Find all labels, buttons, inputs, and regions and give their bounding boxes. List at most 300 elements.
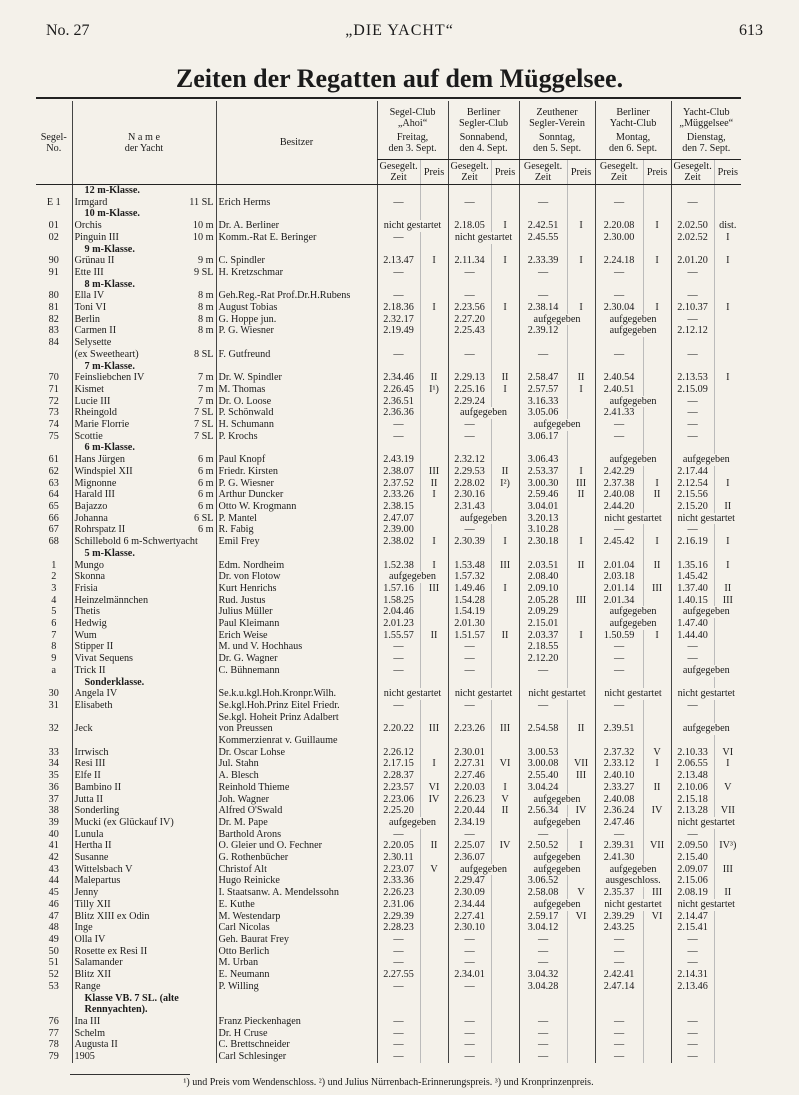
result-time: 3.06.43 xyxy=(519,454,567,466)
table-row xyxy=(36,981,741,993)
result-prize xyxy=(714,337,741,349)
result-time: — xyxy=(519,1028,567,1040)
result-time: — xyxy=(595,431,643,443)
result-prize xyxy=(643,384,671,396)
time xyxy=(377,548,420,560)
result-prize xyxy=(567,875,595,887)
result-prize xyxy=(491,735,519,747)
result-prize xyxy=(491,431,519,443)
result-time: — xyxy=(377,1051,420,1063)
result-span: nicht gestartet xyxy=(448,232,519,244)
result-prize: I xyxy=(491,384,519,396)
result-prize: II xyxy=(420,630,448,642)
segel-no: 2 xyxy=(51,571,57,583)
result-time: — xyxy=(671,829,714,841)
owner: Erich Herms xyxy=(216,197,377,209)
result-time: — xyxy=(671,314,714,326)
yacht-size: 7 m xyxy=(197,372,214,384)
yacht-size xyxy=(167,571,216,583)
result-prize: II xyxy=(491,805,519,817)
result-prize xyxy=(714,267,741,279)
time xyxy=(448,442,491,454)
yacht-size xyxy=(167,911,216,923)
result-time: 2.09.07 xyxy=(671,864,714,876)
result-prize xyxy=(491,641,519,653)
result-prize xyxy=(567,606,595,618)
result-time: 2.15.41 xyxy=(671,922,714,934)
result-prize xyxy=(714,1051,741,1063)
yacht-size: 8 m xyxy=(197,302,214,314)
result-prize xyxy=(643,571,671,583)
table-row xyxy=(36,606,741,618)
result-prize xyxy=(420,197,448,209)
result-time: — xyxy=(448,349,491,361)
owner: Joh. Wagner xyxy=(216,794,377,806)
result-prize xyxy=(643,957,671,969)
result-time: — xyxy=(595,653,643,665)
table-header xyxy=(36,101,741,185)
segel-no: 67 xyxy=(48,524,59,536)
owner xyxy=(216,208,377,220)
result-time: 2.36.07 xyxy=(448,852,491,864)
table-row xyxy=(36,735,741,747)
result-span: aufgegeben xyxy=(595,314,671,326)
result-time: 3.00.53 xyxy=(519,747,567,759)
yacht-size xyxy=(167,747,216,759)
result-time: 2.58.08 xyxy=(519,887,567,899)
segel-no: 6 xyxy=(51,618,57,630)
result-time: 2.34.44 xyxy=(448,899,491,911)
result-time: 2.09.50 xyxy=(671,840,714,852)
result-time: 2.59.46 xyxy=(519,489,567,501)
result-prize xyxy=(714,735,741,747)
result-time: 2.32.12 xyxy=(448,454,491,466)
owner: P. Krochs xyxy=(216,431,377,443)
result-time: 1.35.16 xyxy=(671,560,714,572)
yacht-name: Harald III xyxy=(72,489,167,501)
result-time: — xyxy=(448,829,491,841)
prize xyxy=(714,548,741,560)
yacht-size xyxy=(167,840,216,852)
result-time: 2.16.19 xyxy=(671,536,714,548)
header-time: Gesegelt. Zeit xyxy=(595,160,643,185)
segel-no: 82 xyxy=(48,313,59,325)
result-prize: dist. xyxy=(714,220,741,232)
time xyxy=(519,185,567,197)
segel-no: 53 xyxy=(48,980,59,992)
yacht-size xyxy=(167,712,216,724)
time xyxy=(671,208,714,220)
result-prize xyxy=(420,1016,448,1028)
result-time: 2.39.12 xyxy=(519,325,567,337)
table-row xyxy=(36,583,741,595)
result-time: 3.04.24 xyxy=(519,782,567,794)
result-prize xyxy=(714,641,741,653)
yacht-size xyxy=(167,735,216,747)
result-time: 1.49.46 xyxy=(448,583,491,595)
result-prize xyxy=(567,454,595,466)
result-prize xyxy=(643,770,671,782)
footnote: ¹) und Preis vom Wendenschloss. ²) und Julius Nürrenbach-Erinnerungspreis. ³) und Kronprinzenpreis. xyxy=(183,1077,594,1088)
result-time: 1.54.19 xyxy=(448,606,491,618)
class-heading: 10 m-Klasse. xyxy=(72,208,216,220)
result-prize xyxy=(491,899,519,911)
result-prize xyxy=(567,267,595,279)
yacht-name: Orchis xyxy=(72,220,167,232)
result-prize: V xyxy=(643,747,671,759)
result-time: 2.33.36 xyxy=(377,875,420,887)
result-time: — xyxy=(595,946,643,958)
result-prize xyxy=(420,267,448,279)
result-prize: V xyxy=(714,782,741,794)
class-heading-row xyxy=(36,279,741,291)
owner: C. Brettschneider xyxy=(216,1039,377,1051)
result-prize xyxy=(420,407,448,419)
owner: Dr. M. Pape xyxy=(216,817,377,829)
table-row xyxy=(36,267,741,279)
segel-no: 40 xyxy=(48,828,59,840)
yacht-name: Schelm xyxy=(72,1028,167,1040)
result-time: 2.33.39 xyxy=(519,255,567,267)
result-time: 2.30.01 xyxy=(448,747,491,759)
class-heading-row xyxy=(36,361,741,373)
result-time: — xyxy=(671,349,714,361)
owner: Hugo Reinicke xyxy=(216,875,377,887)
result-prize: VI xyxy=(714,747,741,759)
result-prize: II xyxy=(567,723,595,735)
segel-no xyxy=(36,735,72,747)
owner: Geh.Reg.-Rat Prof.Dr.H.Rubens xyxy=(216,290,377,302)
result-prize xyxy=(491,1016,519,1028)
time xyxy=(671,185,714,197)
result-time: 2.41.33 xyxy=(595,407,643,419)
yacht-size xyxy=(167,653,216,665)
result-prize xyxy=(420,606,448,618)
result-time: 2.39.51 xyxy=(595,723,643,735)
yacht-size: 8 m xyxy=(197,313,214,325)
time xyxy=(448,208,491,220)
prize xyxy=(420,677,448,689)
time xyxy=(671,442,714,454)
table-row xyxy=(36,700,741,712)
result-time: — xyxy=(448,981,491,993)
owner: Christof Alt xyxy=(216,864,377,876)
result-prize xyxy=(491,1028,519,1040)
result-time: 2.47.14 xyxy=(595,981,643,993)
prize xyxy=(491,244,519,256)
result-time: 2.10.06 xyxy=(671,782,714,794)
owner: Emil Frey xyxy=(216,536,377,548)
result-prize: I xyxy=(714,232,741,244)
header-club-4 xyxy=(671,101,741,160)
result-prize: IV³) xyxy=(714,840,741,852)
prize xyxy=(714,1004,741,1016)
result-prize xyxy=(567,922,595,934)
result-time: — xyxy=(519,957,567,969)
result-prize xyxy=(714,911,741,923)
result-time: — xyxy=(377,1016,420,1028)
result-time: — xyxy=(519,665,567,677)
table-row xyxy=(36,969,741,981)
time xyxy=(519,548,567,560)
time xyxy=(595,244,643,256)
yacht-name: Thetis xyxy=(72,606,167,618)
time xyxy=(377,244,420,256)
table-row xyxy=(36,466,741,478)
result-span: aufgegeben xyxy=(595,325,671,337)
result-prize xyxy=(567,571,595,583)
table-row xyxy=(36,899,741,911)
result-time: — xyxy=(519,1039,567,1051)
result-time: — xyxy=(519,700,567,712)
result-time: 2.01.14 xyxy=(595,583,643,595)
segel-no: 8 xyxy=(51,641,57,653)
segel-no: 7 xyxy=(51,629,57,641)
result-prize: VI xyxy=(420,782,448,794)
result-prize: I xyxy=(643,255,671,267)
segel-no: 41 xyxy=(48,840,59,852)
owner xyxy=(216,677,377,689)
result-prize xyxy=(491,267,519,279)
result-prize xyxy=(714,829,741,841)
result-prize: I xyxy=(567,466,595,478)
result-prize: I xyxy=(714,255,741,267)
owner: Dr. G. Wagner xyxy=(216,653,377,665)
result-time: 2.01.20 xyxy=(671,255,714,267)
result-time: — xyxy=(671,267,714,279)
owner: August Tobias xyxy=(216,302,377,314)
result-time: — xyxy=(671,946,714,958)
result-time: — xyxy=(671,1051,714,1063)
result-time: 2.41.30 xyxy=(595,852,643,864)
result-time: 2.03.37 xyxy=(519,630,567,642)
result-prize xyxy=(420,911,448,923)
result-time: 2.14.47 xyxy=(671,911,714,923)
segel-no: 74 xyxy=(48,419,59,431)
result-prize xyxy=(491,817,519,829)
result-prize: I xyxy=(491,255,519,267)
result-time: 2.30.09 xyxy=(448,887,491,899)
owner: I. Staatsanw. A. Mendelssohn xyxy=(216,887,377,899)
yacht-size xyxy=(167,618,216,630)
prize xyxy=(491,993,519,1005)
result-time: 2.10.33 xyxy=(671,747,714,759)
time xyxy=(377,677,420,689)
time xyxy=(671,1004,714,1016)
yacht-name xyxy=(72,712,167,724)
result-time: 2.01.04 xyxy=(595,560,643,572)
result-time: 2.33.26 xyxy=(377,489,420,501)
result-prize xyxy=(491,571,519,583)
segel-no: 4 xyxy=(51,594,57,606)
result-prize xyxy=(643,641,671,653)
yacht-name: Mucki (ex Glückauf IV) xyxy=(72,817,167,829)
result-time: — xyxy=(595,957,643,969)
owner: Carl Schlesinger xyxy=(216,1051,377,1063)
result-time: — xyxy=(377,1039,420,1051)
time xyxy=(519,1004,567,1016)
result-prize xyxy=(420,747,448,759)
result-prize xyxy=(420,934,448,946)
segel-no: 02 xyxy=(48,231,59,243)
time xyxy=(448,244,491,256)
result-time: 1.51.57 xyxy=(448,630,491,642)
page-number: 613 xyxy=(739,22,763,39)
result-prize xyxy=(491,290,519,302)
result-time: 2.29.53 xyxy=(448,466,491,478)
table-row xyxy=(36,934,741,946)
yacht-name: Skonna xyxy=(72,571,167,583)
yacht-name: Augusta II xyxy=(72,1039,167,1051)
result-prize xyxy=(567,641,595,653)
result-time: 1.50.59 xyxy=(595,630,643,642)
result-time: — xyxy=(595,641,643,653)
race-day: Sonnabend, den 4. Sept. xyxy=(459,131,508,154)
owner: P. G. Wiesner xyxy=(216,325,377,337)
result-prize: III xyxy=(714,864,741,876)
result-time: 2.11.34 xyxy=(448,255,491,267)
table-row xyxy=(36,747,741,759)
result-prize: I xyxy=(643,478,671,490)
result-prize xyxy=(714,981,741,993)
result-time: 2.55.40 xyxy=(519,770,567,782)
segel-no: 76 xyxy=(48,1015,59,1027)
yacht-name: Mignonne xyxy=(72,478,167,490)
yacht-name: Elisabeth xyxy=(72,700,167,712)
yacht-size: 7 SL xyxy=(193,430,214,442)
owner xyxy=(216,442,377,454)
result-time: 2.59.17 xyxy=(519,911,567,923)
result-time: 1.47.40 xyxy=(671,618,714,630)
segel-no: 72 xyxy=(48,395,59,407)
table-row xyxy=(36,653,741,665)
table-row xyxy=(36,513,741,525)
owner: E. Neumann xyxy=(216,969,377,981)
segel-no: 81 xyxy=(48,302,59,314)
yacht-size xyxy=(167,969,216,981)
issue-number: No. 27 xyxy=(46,22,90,39)
table-row xyxy=(36,887,741,899)
result-time: — xyxy=(377,641,420,653)
result-time: — xyxy=(671,396,714,408)
result-span: nicht gestartet xyxy=(595,899,671,911)
time xyxy=(519,677,567,689)
result-time: 2.09.29 xyxy=(519,606,567,618)
result-prize: II xyxy=(567,372,595,384)
segel-no: 01 xyxy=(48,220,59,232)
time xyxy=(448,361,491,373)
yacht-name: Lucie III xyxy=(72,396,167,408)
result-prize xyxy=(567,501,595,513)
prize xyxy=(567,279,595,291)
table-row xyxy=(36,770,741,782)
prize xyxy=(491,1004,519,1016)
result-time: 2.18.05 xyxy=(448,220,491,232)
segel-no: 77 xyxy=(48,1027,59,1039)
time xyxy=(671,361,714,373)
result-prize: I xyxy=(567,220,595,232)
result-span: aufgegeben xyxy=(595,864,671,876)
owner: Se.kgl.Hoh.Prinz Eitel Friedr. xyxy=(216,700,377,712)
result-time: 1.52.38 xyxy=(377,560,420,572)
footnote-rule xyxy=(70,1074,190,1075)
segel-no: 39 xyxy=(48,816,59,828)
time xyxy=(671,993,714,1005)
yacht-size: 8 m xyxy=(197,290,214,302)
prize xyxy=(643,244,671,256)
yacht-name: Stipper II xyxy=(72,641,167,653)
result-prize xyxy=(714,431,741,443)
owner: Erich Weise xyxy=(216,630,377,642)
yacht-size xyxy=(167,981,216,993)
result-time: 1.37.40 xyxy=(671,583,714,595)
result-time: 2.26.23 xyxy=(448,794,491,806)
segel-no: 52 xyxy=(48,969,59,981)
result-prize xyxy=(420,337,448,349)
result-time: — xyxy=(671,431,714,443)
yacht-size xyxy=(167,864,216,876)
yacht-name: Bajazzo xyxy=(72,501,167,513)
prize xyxy=(491,208,519,220)
result-prize xyxy=(491,396,519,408)
result-time: — xyxy=(595,665,643,677)
yacht-size: 8 SL xyxy=(193,348,214,360)
result-prize xyxy=(420,419,448,431)
result-prize: II xyxy=(420,478,448,490)
result-time: 3.00.08 xyxy=(519,758,567,770)
result-time: 2.38.15 xyxy=(377,501,420,513)
result-prize xyxy=(420,1051,448,1063)
result-time: 1.54.28 xyxy=(448,595,491,607)
club-name: Zeuthener Segler-Verein xyxy=(529,106,585,129)
result-prize: II xyxy=(491,466,519,478)
result-prize: III xyxy=(714,595,741,607)
prize xyxy=(643,361,671,373)
prize xyxy=(420,548,448,560)
prize xyxy=(567,677,595,689)
result-prize xyxy=(567,396,595,408)
yacht-size xyxy=(167,700,216,712)
yacht-size xyxy=(167,665,216,677)
class-heading-row xyxy=(36,677,741,689)
result-prize xyxy=(420,969,448,981)
result-prize xyxy=(643,466,671,478)
result-time: — xyxy=(377,197,420,209)
result-prize: I xyxy=(567,384,595,396)
result-time: 2.02.52 xyxy=(671,232,714,244)
result-prize xyxy=(567,957,595,969)
segel-no: 71 xyxy=(48,383,59,395)
result-time: — xyxy=(448,290,491,302)
class-heading: Sonderklasse. xyxy=(72,677,216,689)
result-prize xyxy=(643,1051,671,1063)
result-time: 2.06.55 xyxy=(671,758,714,770)
result-time: 2.56.34 xyxy=(519,805,567,817)
segel-no: 44 xyxy=(48,875,59,887)
prize xyxy=(420,244,448,256)
result-time: 2.36.51 xyxy=(377,396,420,408)
table-row xyxy=(36,489,741,501)
prize xyxy=(567,244,595,256)
result-time: 2.09.10 xyxy=(519,583,567,595)
header-owner: Besitzer xyxy=(216,101,377,185)
table-row xyxy=(36,782,741,794)
owner xyxy=(216,337,377,349)
header-segel-no: Segel- No. xyxy=(36,101,72,185)
result-time: 2.43.19 xyxy=(377,454,420,466)
result-span: aufgegeben xyxy=(519,864,595,876)
result-prize xyxy=(643,735,671,747)
